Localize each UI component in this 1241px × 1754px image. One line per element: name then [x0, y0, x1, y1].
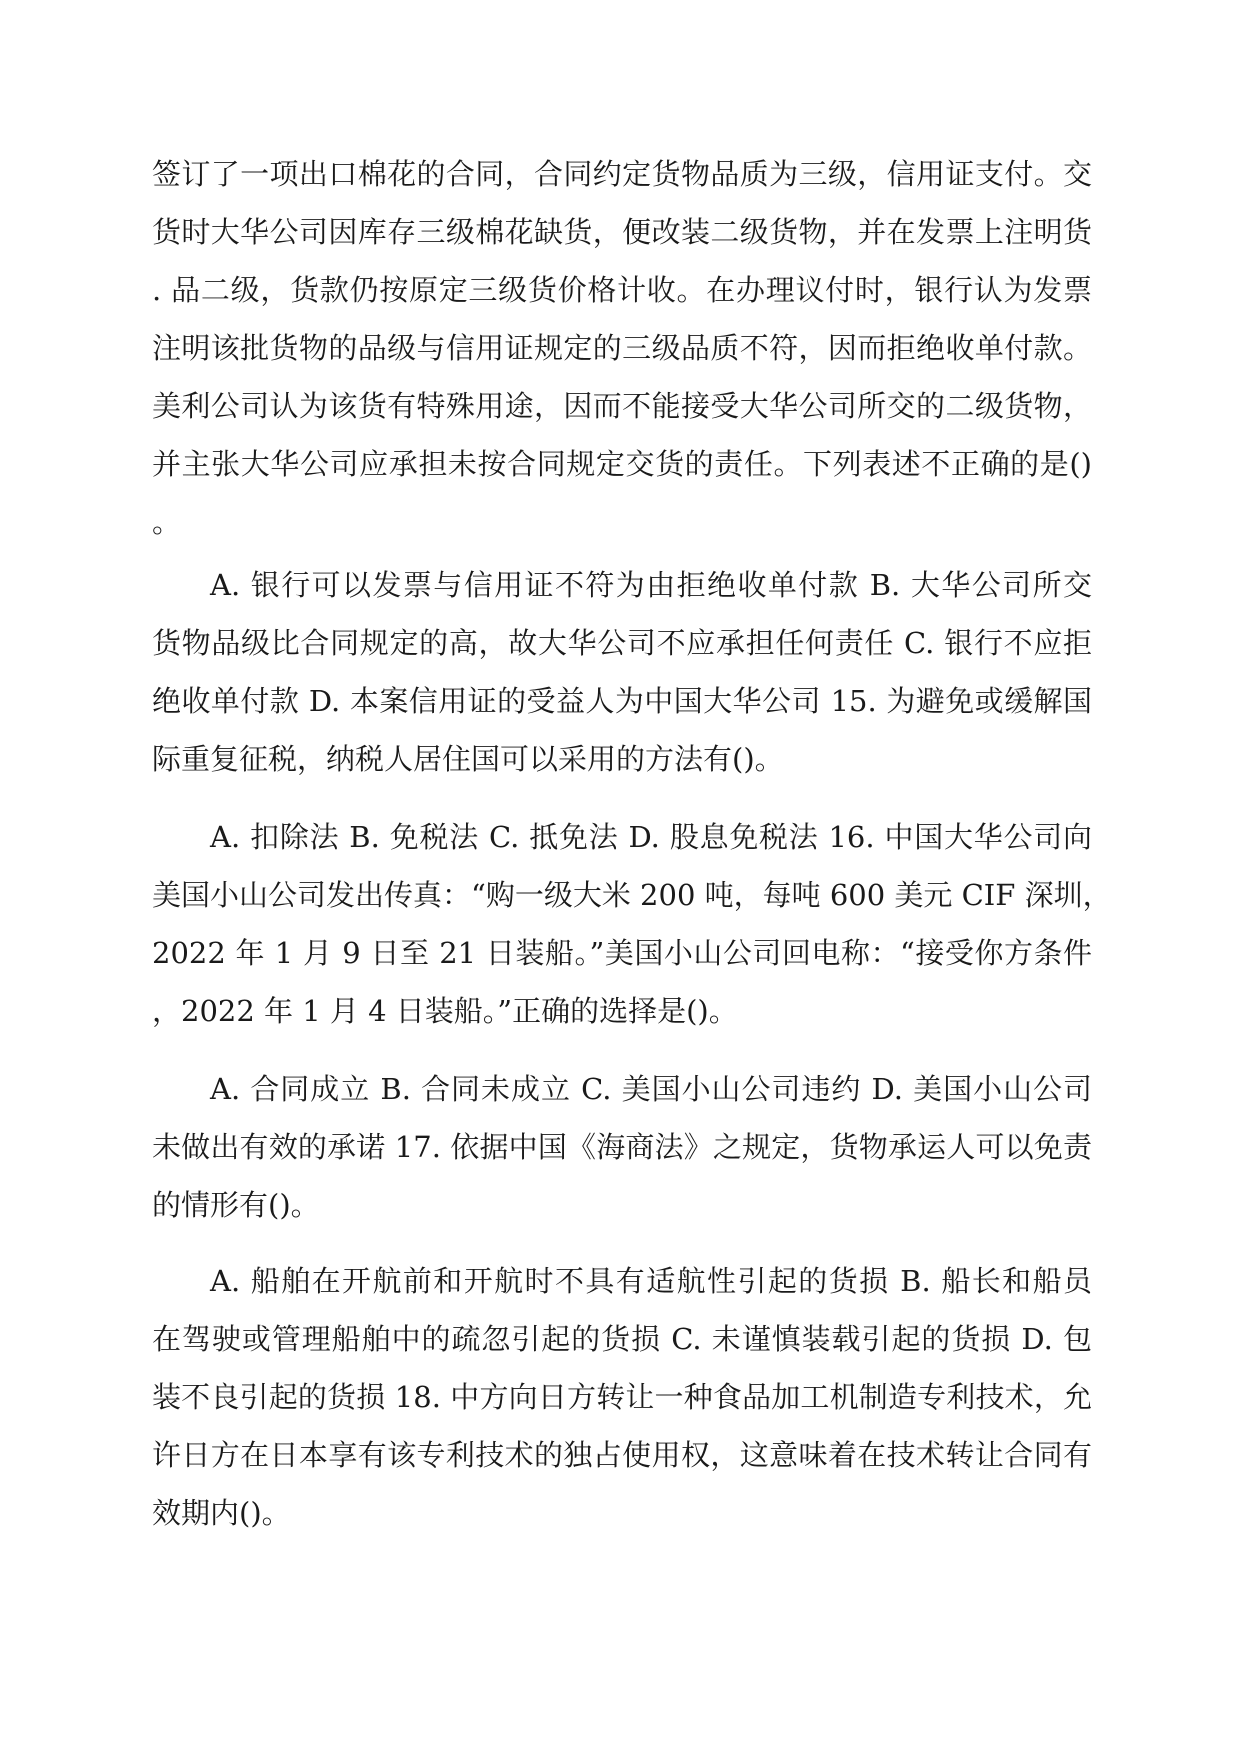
text-line: 。: [152, 505, 182, 539]
paragraph-question-17-options: [152, 1252, 1092, 1542]
text-line: 效期内()。: [152, 1496, 291, 1530]
text-line: 在驾驶或管理船舶中的疏忽引起的货损 C. 未谨慎装载引起的货损 D. 包: [152, 1322, 1092, 1356]
text-line: 并主张大华公司应承担未按合同规定交货的责任。下列表述不正确的是(): [152, 447, 1092, 481]
text-line: A. 船舶在开航前和开航时不具有适航性引起的货损 B. 船长和船员: [210, 1264, 1092, 1298]
paragraph-question-16-options: [152, 1060, 1092, 1234]
text-line: A. 扣除法 B. 免税法 C. 抵免法 D. 股息免税法 16. 中国大华公司向: [210, 820, 1092, 854]
paragraph-case-description: [152, 145, 1092, 551]
text-line: 货时大华公司因库存三级棉花缺货，便改装二级货物，并在发票上注明货: [152, 215, 1092, 249]
text-line: 注明该批货物的品级与信用证规定的三级品质不符，因而拒绝收单付款。: [152, 331, 1092, 365]
text-line: 美利公司认为该货有特殊用途，因而不能接受大华公司所交的二级货物，: [152, 389, 1092, 423]
text-line: 装不良引起的货损 18. 中方向日方转让一种食品加工机制造专利技术，允: [152, 1380, 1092, 1414]
text-line: . 品二级，货款仍按原定三级货价格计收。在办理议付时，银行认为发票: [152, 273, 1092, 307]
text-line: A. 银行可以发票与信用证不符为由拒绝收单付款 B. 大华公司所交: [210, 568, 1092, 602]
text-line: ，2022 年 1 月 4 日装船。”正确的选择是()。: [152, 994, 738, 1028]
text-line: A. 合同成立 B. 合同未成立 C. 美国小山公司违约 D. 美国小山公司: [210, 1072, 1092, 1106]
text-line: 签订了一项出口棉花的合同，合同约定货物品质为三级，信用证支付。交: [152, 157, 1092, 191]
text-line: 未做出有效的承诺 17. 依据中国《海商法》之规定，货物承运人可以免责: [152, 1130, 1092, 1164]
text-line: 许日方在日本享有该专利技术的独占使用权，这意味着在技术转让合同有: [152, 1438, 1092, 1472]
text-line: 的情形有()。: [152, 1188, 320, 1222]
text-line: 绝收单付款 D. 本案信用证的受益人为中国大华公司 15. 为避免或缓解国: [152, 684, 1092, 718]
text-line: 际重复征税，纳税人居住国可以采用的方法有()。: [152, 742, 784, 776]
paragraph-question-15-options: [152, 808, 1112, 1040]
text-line: 2022 年 1 月 9 日至 21 日装船。”美国小山公司回电称：“接受你方条件: [152, 936, 1092, 970]
text-line: 货物品级比合同规定的高，故大华公司不应承担任何责任 C. 银行不应拒: [152, 626, 1092, 660]
paragraph-question-14-options: [152, 556, 1092, 788]
text-line: 美国小山公司发出传真：“购一级大米 200 吨，每吨 600 美元 CIF 深圳，: [152, 878, 1112, 912]
